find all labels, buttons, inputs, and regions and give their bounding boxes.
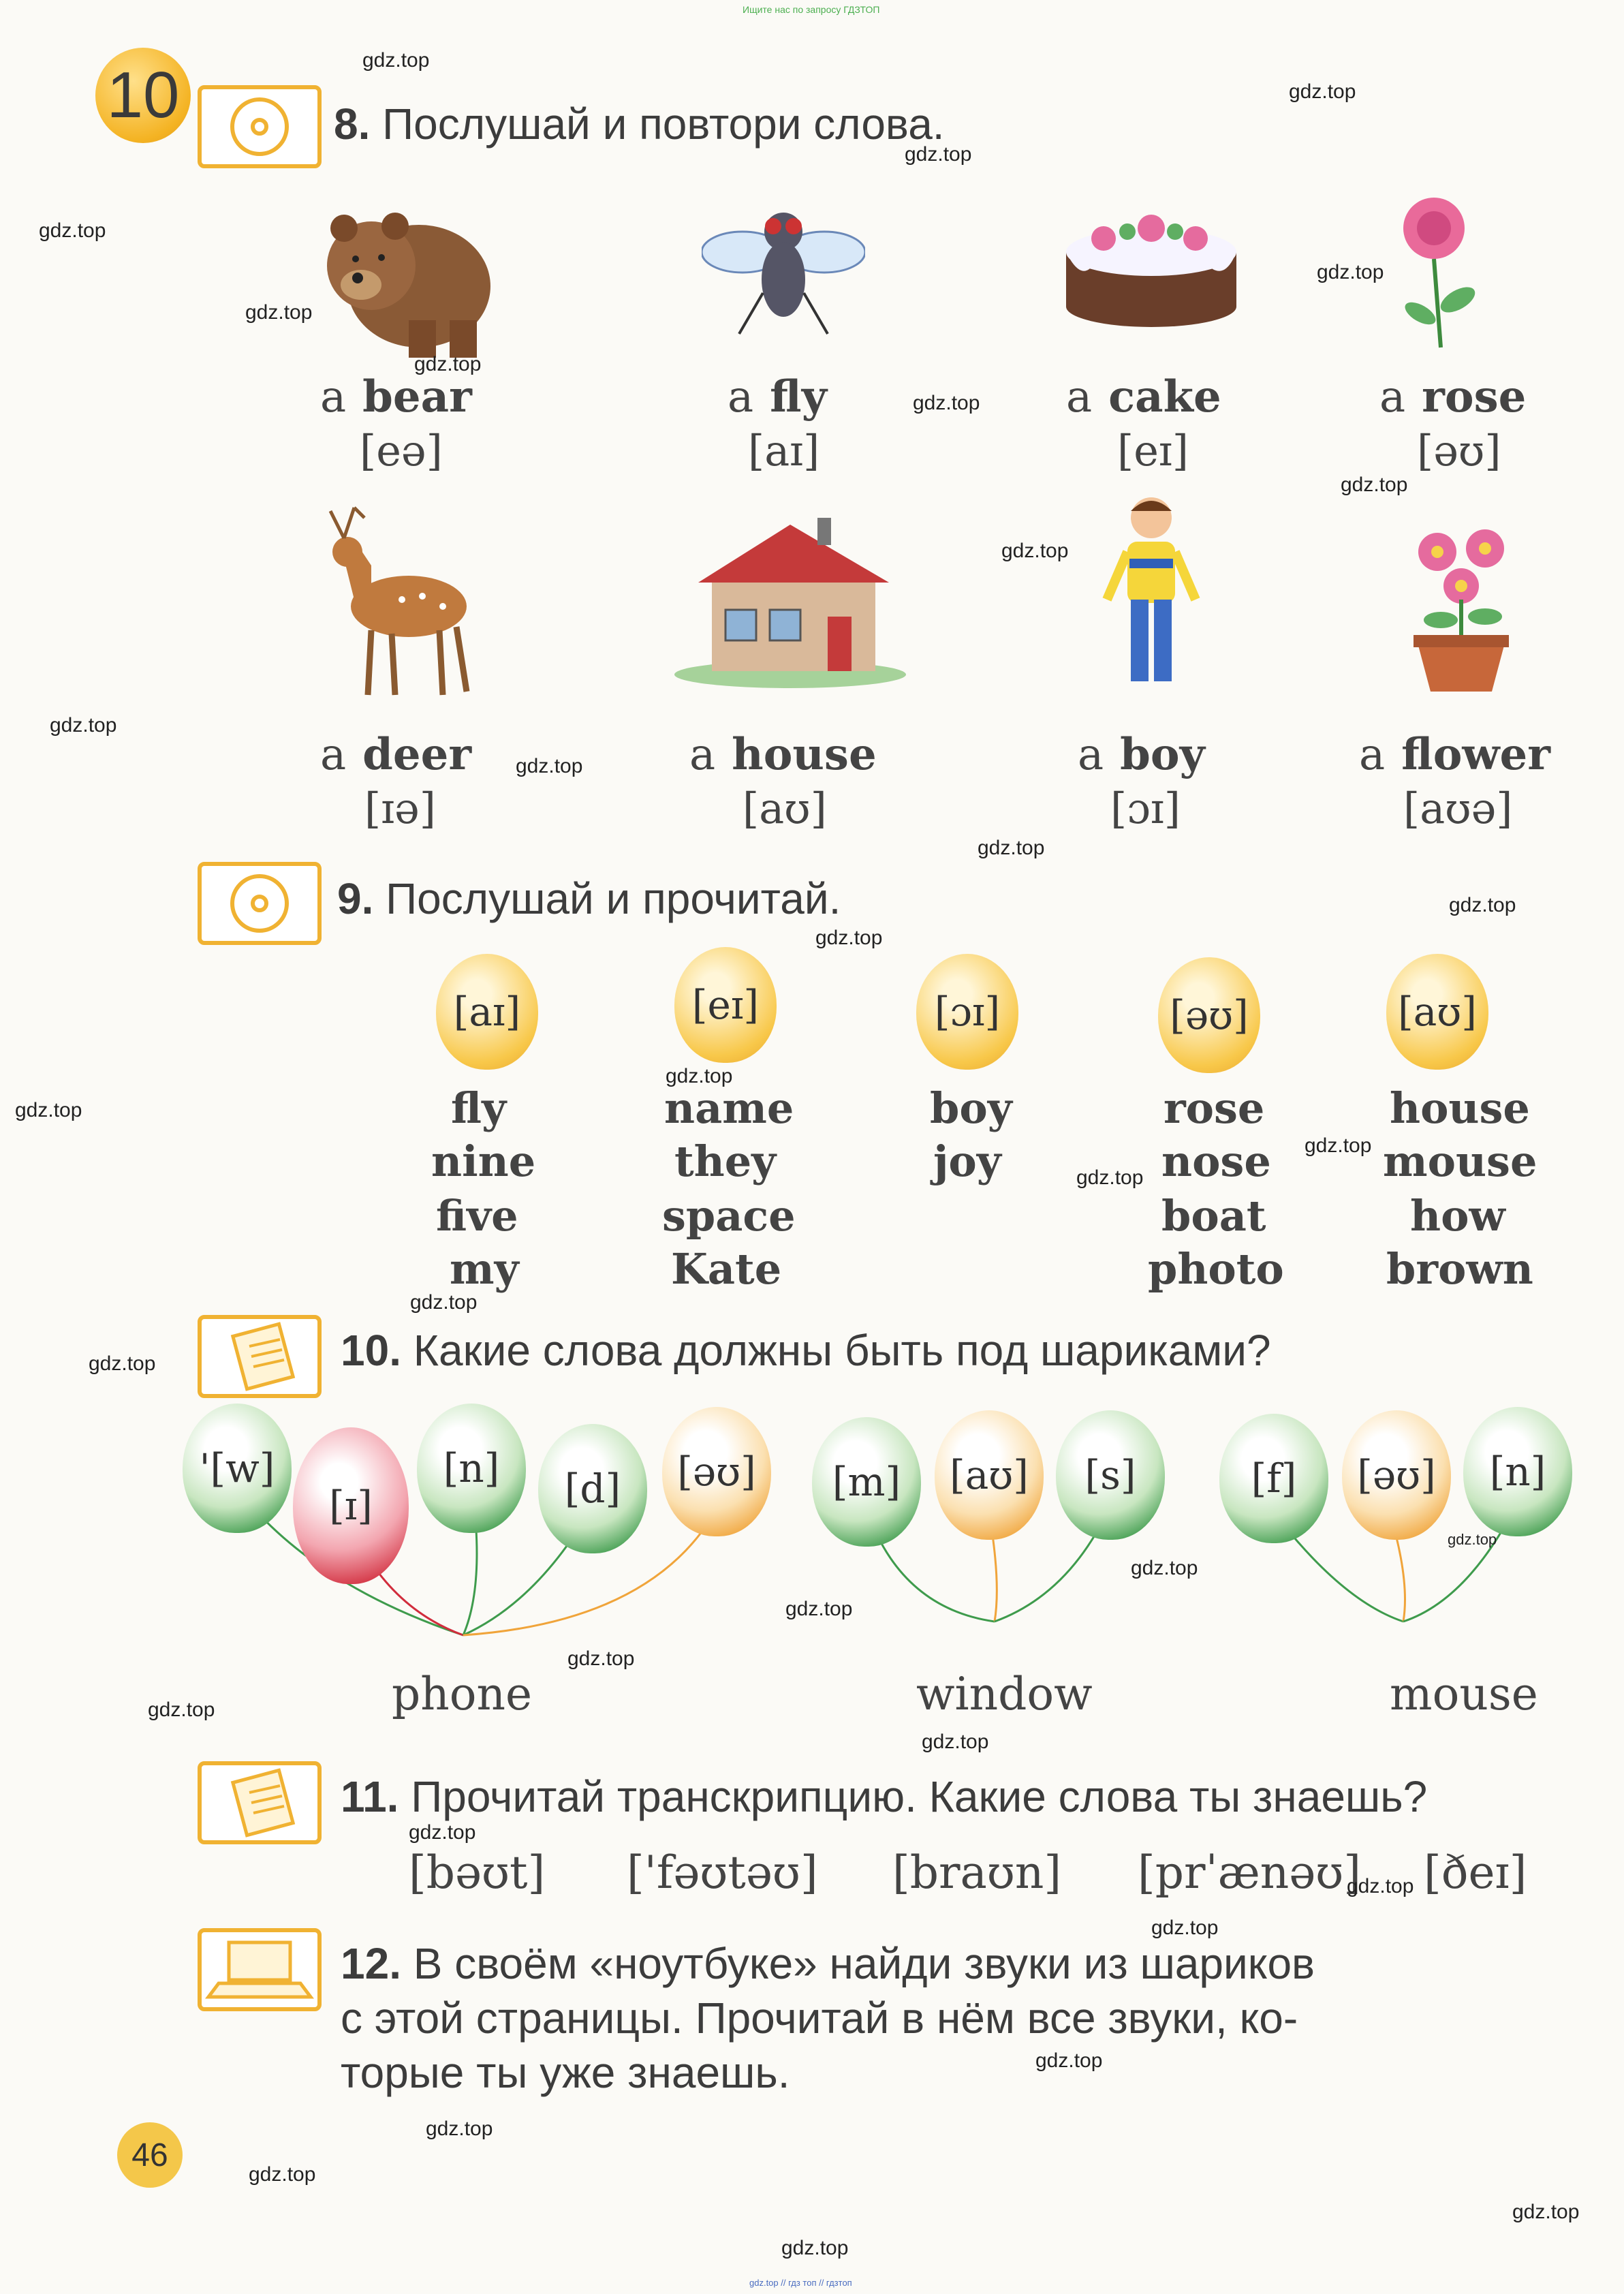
balloon-label: [əʊ] [1170,992,1249,1038]
watermark: gdz.top [1035,2049,1103,2072]
watermark: gdz.top [15,1099,82,1121]
balloon-label: [d] [564,1466,621,1512]
balloon-label: [aʊ] [950,1452,1029,1498]
watermark: gdz.top [414,353,482,375]
balloon-label: [n] [1489,1448,1546,1495]
watermark: gdz.top [922,1731,989,1753]
transcription: [prˈænəʊ] [1138,1846,1361,1899]
balloon-label: '[w] [199,1445,275,1491]
balloon-label: [əʊ] [1357,1452,1436,1498]
ipa-fly: [aɪ] [748,426,820,476]
sound-balloon [674,947,777,1063]
notebook-icon[interactable] [198,1315,322,1398]
watermark: gdz.top [1449,894,1516,916]
watermark: gdz.top [1341,474,1408,496]
list-item: boy [930,1083,1012,1133]
task10-title-text: Какие слова должны быть под шариками? [413,1326,1271,1375]
balloon-label: [ɔɪ] [934,989,1001,1035]
answer-word: window [916,1668,1093,1720]
article: a [1078,730,1104,780]
watermark: gdz.top [1131,1557,1198,1579]
watermark: gdz.top [89,1352,156,1375]
task10-number: 10. [341,1326,401,1375]
watermark: gdz.top [1289,80,1356,103]
watermark: gdz.top [1448,1531,1497,1548]
article: a [320,372,347,422]
list-item: my [450,1244,519,1294]
word-text: boy [1120,729,1205,780]
list-item: nine [431,1136,536,1186]
task9-title [337,873,841,924]
rose-icon [1383,191,1485,354]
page-number [117,2122,183,2188]
word-rose [1379,371,1526,422]
task8-title-text: Послушай и повтори слова. [382,99,945,149]
watermark: gdz.top [1347,1875,1414,1897]
word-flower [1359,729,1550,780]
task-balloon [1463,1407,1572,1536]
watermark: gdz.top [785,1598,853,1620]
task-balloon [183,1404,292,1533]
top-note: Ищите нас по запросу ГДЗТОП [743,4,880,15]
word-deer [320,729,471,780]
watermark: gdz.top [1305,1134,1372,1157]
task-balloon [293,1427,409,1584]
ipa-deer: [ɪə] [364,784,436,833]
task9-title-text: Послушай и прочитай. [386,874,841,923]
task-balloon [538,1424,647,1553]
task-balloon [1342,1410,1451,1540]
fly-icon [702,204,865,341]
sound-balloon [1386,954,1488,1070]
task12-line1 [341,1938,1315,1989]
list-item: fly [451,1083,507,1133]
watermark: gdz.top [39,219,106,242]
word-house [689,729,877,780]
unit-number-badge [95,48,191,143]
watermark: gdz.top [426,2118,493,2140]
task12-number: 12. [341,1939,401,1988]
watermark: gdz.top [362,49,430,72]
ipa-rose: [əʊ] [1417,426,1501,476]
word-boy [1078,729,1205,780]
deer-icon [307,504,484,702]
boy-icon [1097,491,1206,695]
ipa-flower: [aʊə] [1403,784,1513,833]
word-fly [728,371,827,422]
watermark: gdz.top [781,2237,849,2259]
task-balloon [812,1417,921,1547]
task11-number: 11. [341,1772,399,1821]
list-item: five [436,1191,518,1241]
list-item: how [1410,1191,1505,1241]
watermark: gdz.top [567,1647,635,1670]
ipa-house: [aʊ] [743,784,827,833]
transcription: [ðeɪ] [1424,1846,1527,1899]
list-item: photo [1148,1244,1284,1294]
watermark: gdz.top [1512,2201,1580,2223]
balloon-label: [n] [443,1445,500,1491]
task12-line3: торые ты уже знаешь. [341,2048,790,2097]
word-cake [1066,371,1221,422]
word-bear [320,371,472,422]
watermark: gdz.top [978,837,1045,859]
task-balloon [1219,1414,1328,1543]
watermark: gdz.top [905,143,972,166]
task8-number: 8. [334,99,371,149]
task-balloon [662,1407,771,1536]
watermark: gdz.top [410,1291,478,1314]
list-item: rose [1164,1083,1265,1133]
watermark: gdz.top [249,2163,316,2186]
balloon-label: [s] [1084,1452,1136,1498]
sound-balloon [916,954,1018,1070]
transcription: ['fəʊtəʊ] [627,1846,818,1899]
house-icon [671,508,909,692]
list-item: they [674,1136,777,1186]
word-text: rose [1422,371,1527,422]
transcription: [braʊn] [892,1846,1062,1899]
watermark: gdz.top [516,755,583,777]
cd-icon[interactable] [198,862,322,945]
task-balloon [417,1404,526,1533]
watermark: gdz.top [1001,540,1069,562]
list-item: joy [933,1136,1001,1186]
list-item: brown [1386,1244,1533,1294]
article: a [1359,730,1386,780]
article: a [1379,372,1406,422]
answer-word: phone [392,1668,533,1720]
balloon-label: [f] [1251,1455,1297,1502]
list-item: mouse [1383,1136,1537,1186]
list-item: nose [1161,1136,1271,1186]
unit-number: 10 [106,59,180,131]
list-item: Kate [671,1244,782,1294]
article: a [728,372,754,422]
watermark: gdz.top [666,1065,733,1087]
transcription: [bəʊt] [409,1846,546,1899]
word-text: bear [362,371,472,422]
ipa-bear: [eə] [360,426,443,476]
watermark: gdz.top [148,1699,215,1721]
cd-icon[interactable] [198,85,322,168]
laptop-icon[interactable] [198,1928,322,2011]
word-text: deer [362,729,472,780]
article: a [320,730,347,780]
ipa-cake: [eɪ] [1117,426,1189,476]
watermark: gdz.top [1076,1166,1144,1189]
article: a [1066,372,1093,422]
task9-number: 9. [337,874,374,923]
watermark: gdz.top [1317,261,1384,283]
sound-balloon [436,954,538,1070]
list-item: house [1390,1083,1530,1133]
bear-icon [307,184,497,361]
watermark: gdz.top [409,1821,476,1844]
page-number-text: 46 [131,2137,168,2173]
balloon-label: [aʊ] [1398,989,1477,1035]
task8-title [334,99,945,149]
list-item: space [662,1191,796,1241]
list-item: name [664,1083,794,1133]
watermark: gdz.top [50,714,117,737]
balloon-label: [eɪ] [691,982,760,1028]
word-text: cake [1108,371,1221,422]
cake-icon [1056,191,1247,334]
balloon-label: [m] [832,1459,901,1505]
balloon-label: [əʊ] [677,1448,756,1495]
bottom-note: gdz.top // гдз топ // гдзтоп [749,2278,852,2288]
balloon-label: [ɪ] [329,1483,373,1529]
word-text: flower [1401,729,1550,780]
notebook-icon[interactable] [198,1761,322,1844]
task12-line2: с этой страницы. Прочитай в нём все звуки, ко- [341,1994,1298,2043]
answer-word: mouse [1390,1668,1538,1720]
task10-title [341,1325,1271,1376]
balloon-label: [aɪ] [453,989,521,1035]
watermark: gdz.top [913,392,980,414]
list-item: boat [1161,1191,1266,1241]
ipa-boy: [ɔɪ] [1110,784,1181,833]
watermark: gdz.top [1151,1917,1219,1939]
flower-icon [1403,518,1519,695]
word-text: house [732,729,877,780]
task11-title [341,1771,1427,1822]
task-balloon [1056,1410,1165,1540]
task11-title-text: Прочитай транскрипцию. Какие слова ты знаешь? [411,1772,1428,1821]
task-balloon [935,1410,1044,1540]
watermark: gdz.top [815,927,883,949]
watermark: gdz.top [245,301,313,324]
sound-balloon [1158,957,1260,1073]
article: a [689,730,716,780]
word-text: fly [770,371,827,422]
task12-line1-text: В своём «ноутбуке» найди звуки из шариков [413,1939,1315,1988]
